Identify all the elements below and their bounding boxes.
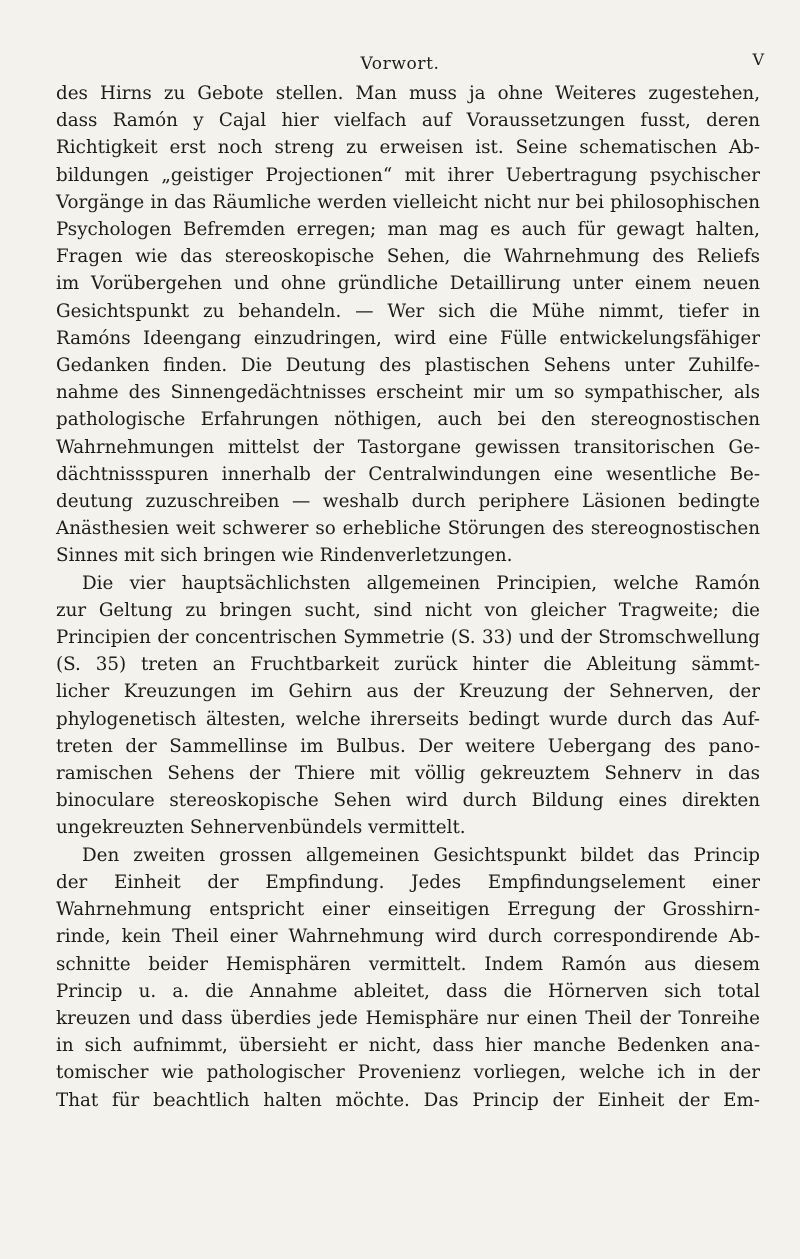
text-line: Gesichtspunkt zu behandeln. — Wer sich die Mühe nimmt, tiefer in xyxy=(56,300,760,322)
text-line: ungekreuzten Sehnervenbündels vermittelt. xyxy=(56,817,466,839)
text-line: dass Ramón y Cajal hier vielfach auf Voraussetzungen fusst, deren xyxy=(56,110,760,132)
paragraph-2 xyxy=(56,570,760,842)
text-line: Fragen wie das stereoskopische Sehen, die Wahrnehmung des Reliefs xyxy=(56,246,760,268)
text-line: Vorgänge in das Räumliche werden vielleicht nicht nur bei philosophischen xyxy=(56,191,760,213)
text-line: (S. 35) treten an Fruchtbarkeit zurück hinter die Ableitung sämmt- xyxy=(56,654,760,676)
text-line: ramischen Sehens der Thiere mit völlig gekreuztem Sehnerv in das xyxy=(56,763,760,785)
text-line: dächtnissspuren innerhalb der Centralwindungen eine wesentliche Be- xyxy=(56,463,760,485)
text-line: rinde, kein Theil einer Wahrnehmung wird durch correspondirende Ab- xyxy=(56,926,760,948)
text-line: in sich aufnimmt, übersieht er nicht, dass hier manche Bedenken ana- xyxy=(56,1035,760,1057)
text-line: Den zweiten grossen allgemeinen Gesichtspunkt bildet das Princip xyxy=(82,844,760,866)
text-line: des Hirns zu Gebote stellen. Man muss ja ohne Weiteres zugestehen, xyxy=(56,83,760,104)
text-line: im Vorübergehen und ohne gründliche Detaillirung unter einem neuen xyxy=(56,273,760,295)
text-line: Die vier hauptsächlichsten allgemeinen Principien, welche Ramón xyxy=(82,572,760,594)
body-text xyxy=(56,80,760,1114)
text-line: der Einheit der Empfindung. Jedes Empfindungselement einer xyxy=(56,871,760,893)
paragraph-3 xyxy=(56,842,760,1114)
text-line: treten der Sammellinse im Bulbus. Der weitere Uebergang des pano- xyxy=(56,735,760,757)
text-line: licher Kreuzungen im Gehirn aus der Kreuzung der Sehnerven, der xyxy=(56,681,760,703)
text-line: binoculare stereoskopische Sehen wird durch Bildung eines direkten xyxy=(56,790,760,812)
text-line: tomischer wie pathologischer Provenienz vorliegen, welche ich in der xyxy=(56,1062,760,1084)
text-line: Anästhesien weit schwerer so erhebliche Störungen des stereognostischen xyxy=(56,518,760,540)
text-line: Princip u. a. die Annahme ableitet, dass die Hörnerven sich total xyxy=(56,980,760,1002)
text-line: deutung zuzuschreiben — weshalb durch periphere Läsionen bedingte xyxy=(56,491,760,513)
text-line: nahme des Sinnengedächtnisses erscheint mir um so sympathischer, als xyxy=(56,382,760,404)
text-line: That für beachtlich halten möchte. Das Princip der Einheit der Em- xyxy=(56,1089,760,1111)
text-line: zur Geltung zu bringen sucht, sind nicht von gleicher Tragweite; die xyxy=(56,599,760,621)
running-title: Vorwort. xyxy=(360,54,440,74)
text-line: Psychologen Befremden erregen; man mag es auch für gewagt halten, xyxy=(56,219,760,241)
text-line: bildungen „geistiger Projectionen“ mit ihrer Uebertragung psychischer xyxy=(56,164,760,186)
text-line: Wahrnehmung entspricht einer einseitigen Erregung der Grosshirn- xyxy=(56,899,760,921)
text-line: pathologische Erfahrungen nöthigen, auch bei den stereognostischen xyxy=(56,409,760,431)
text-line: Richtigkeit erst noch streng zu erweisen ist. Seine schematischen Ab- xyxy=(56,137,760,159)
text-line: Principien der concentrischen Symmetrie (S. 33) und der Stromschwellung xyxy=(56,627,760,649)
text-line: Ramóns Ideengang einzudringen, wird eine Fülle entwickelungsfähiger xyxy=(56,327,760,349)
text-line: Gedanken finden. Die Deutung des plastischen Sehens unter Zuhilfe- xyxy=(56,355,760,377)
text-line: Sinnes mit sich bringen wie Rindenverletzungen. xyxy=(56,545,513,567)
page-number: V xyxy=(752,50,764,69)
paragraph-1 xyxy=(56,80,760,570)
page-header xyxy=(0,48,800,78)
text-line: schnitte beider Hemisphären vermittelt. Indem Ramón aus diesem xyxy=(56,953,760,975)
text-line: Wahrnehmungen mittelst der Tastorgane gewissen transitorischen Ge- xyxy=(56,436,760,458)
text-line: phylogenetisch ältesten, welche ihrerseits bedingt wurde durch das Auf- xyxy=(56,708,760,730)
text-line: kreuzen und dass überdies jede Hemisphäre nur einen Theil der Tonreihe xyxy=(56,1007,760,1029)
